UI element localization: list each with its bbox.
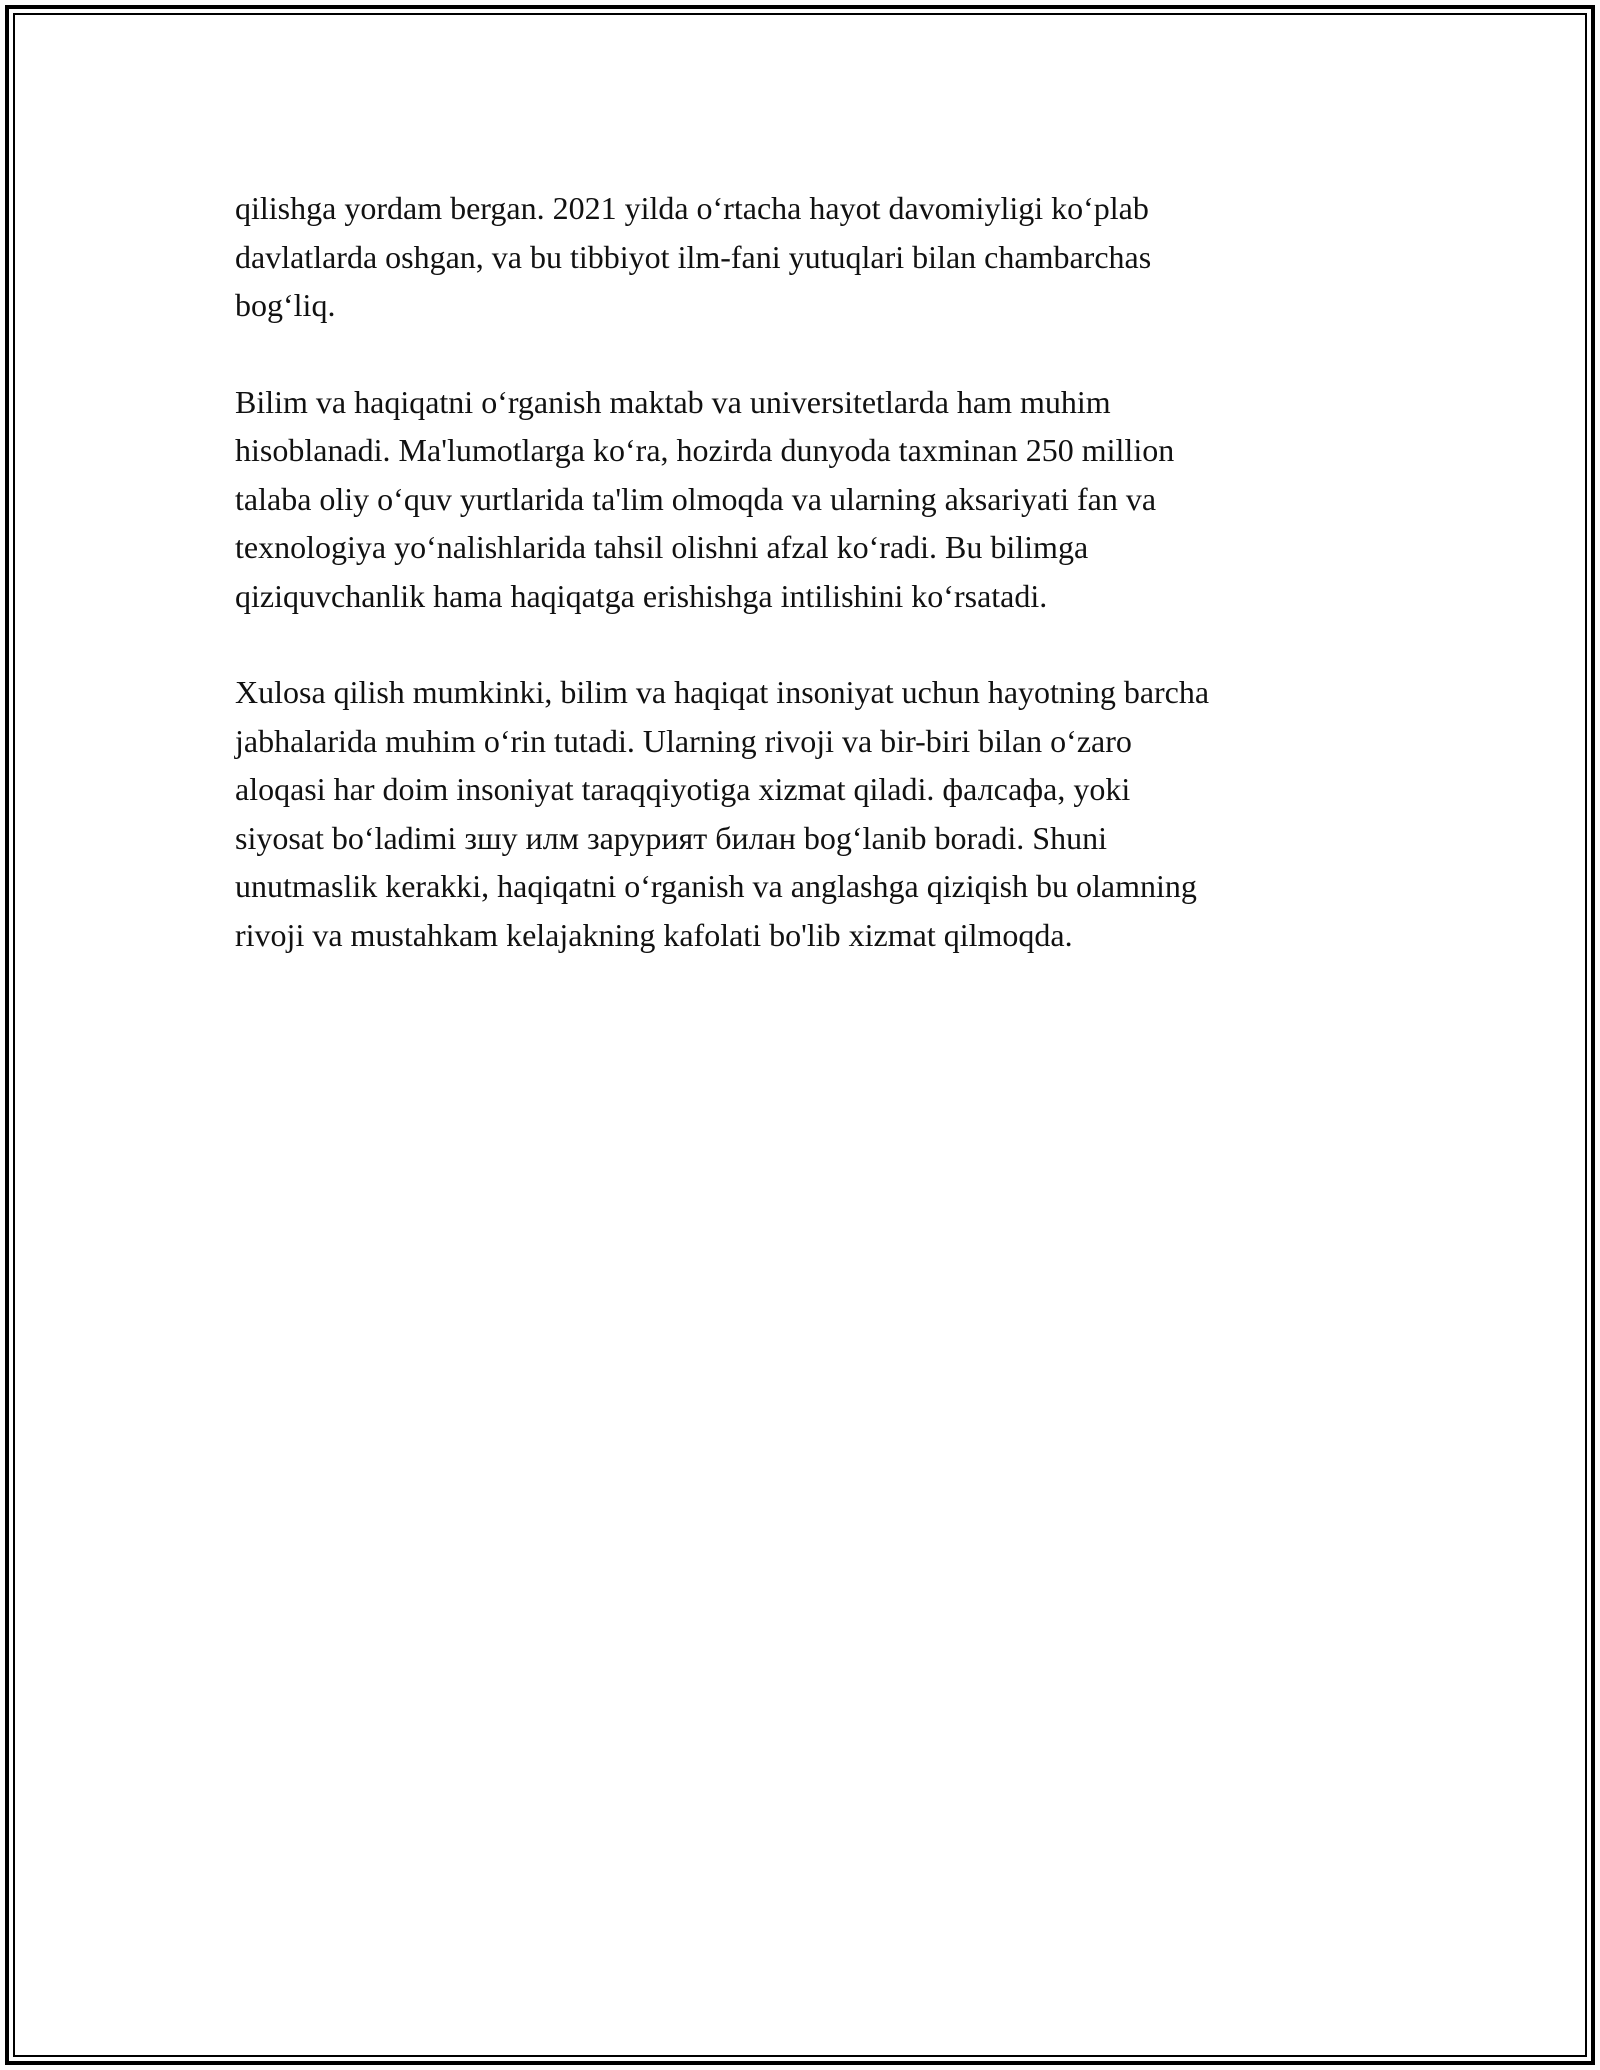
text-line: qilishga yordam bergan. 2021 yilda o‘rtacha hayot davomiyligi ko‘plab [235, 190, 1149, 226]
text-line: siyosat bo‘ladimi зшу илм зарурият билан bog‘lanib boradi. Shuni [235, 819, 1107, 856]
text-line: qiziquvchanlik hama haqiqatga erishishga intilishini ko‘rsatadi. [235, 577, 1048, 614]
paragraph-3 [235, 668, 1365, 959]
text-line: talaba oliy o‘quv yurtlarida ta'lim olmoqda va ularning aksariyati fan va [235, 480, 1157, 517]
text-line: aloqasi har doim insoniyat taraqqiyotiga xizmat qiladi. фалсафа, yoki [235, 771, 1131, 807]
document-body [235, 184, 1365, 1007]
text-line: bog‘liq. [235, 287, 336, 323]
paragraph-1 [235, 184, 1365, 330]
text-line: rivoji va mustahkam kelajakning kafolati bo'lib xizmat qilmoqda. [235, 916, 1073, 953]
text-line: texnologiya yo‘nalishlarida tahsil olishni afzal ko‘radi. Bu bilimga [235, 529, 1089, 565]
text-line: jabhalarida muhim o‘rin tutadi. Ularning rivoji va bir-biri bilan o‘zaro [235, 722, 1132, 759]
text-line: davlatlarda oshgan, va bu tibbiyot ilm-fani yutuqlari bilan chambarchas [235, 238, 1152, 275]
paragraph-2 [235, 378, 1365, 621]
text-line: Xulosa qilish mumkinki, bilim va haqiqat insoniyat uchun hayotning barcha [235, 674, 1210, 710]
text-line: unutmaslik kerakki, haqiqatni o‘rganish va anglashga qiziqish bu olamning [235, 868, 1197, 904]
text-line: Bilim va haqiqatni o‘rganish maktab va universitetlarda ham muhim [235, 383, 1111, 420]
text-line: hisoblanadi. Ma'lumotlarga ko‘ra, hozirda dunyoda taxminan 250 million [235, 432, 1175, 468]
